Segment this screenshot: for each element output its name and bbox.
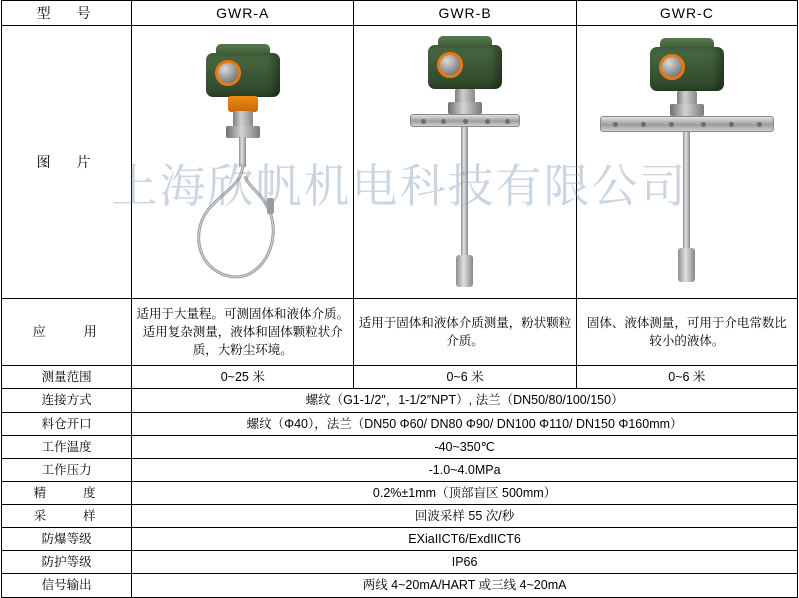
- transmitter-housing: [428, 45, 502, 89]
- value-operating-pressure: -1.0~4.0MPa: [132, 458, 798, 481]
- end-weight: [456, 255, 473, 287]
- flexible-cable: [183, 162, 303, 302]
- probe-neck: [233, 111, 253, 127]
- row-operating-pressure: [2, 458, 798, 481]
- row-silo-opening: [2, 412, 798, 435]
- gwr-a-illustration: [132, 26, 353, 298]
- value-connection-type: 螺纹（G1-1/2″，1-1/2″NPT）, 法兰（DN50/80/100/150）: [132, 389, 798, 412]
- display-window: [437, 52, 463, 78]
- flange-bolt-holes: [601, 117, 773, 130]
- probe-neck: [455, 89, 475, 103]
- value-protection-grade: IP66: [132, 551, 798, 574]
- measuring-rod: [461, 127, 468, 257]
- row-explosion-proof: [2, 528, 798, 551]
- application-gwr-a: 适用于大量程。可测固体和液体介质。适用复杂测量，液体和固体颗粒状介质，大粉尘环境。: [132, 299, 354, 366]
- device-image-gwr-b: [354, 26, 576, 299]
- value-signal-output: 两线 4~20mA/HART 或三线 4~20mA: [132, 574, 798, 597]
- specification-table: [1, 0, 798, 598]
- value-silo-opening: 螺纹（Φ40），法兰（DN50 Φ60/ DN80 Φ90/ DN100 Φ110/ DN150 Φ160mm）: [132, 412, 798, 435]
- row-label-explosion-proof: 防爆等级: [2, 528, 132, 551]
- company-watermark: 上海欣帆机电科技有限公司: [111, 159, 688, 213]
- model-gwr-c: GWR-C: [576, 1, 797, 26]
- orange-coupling: [228, 96, 258, 112]
- transmitter-housing: [206, 53, 280, 97]
- row-label-silo-opening: 料仓开口: [2, 412, 132, 435]
- row-label-connection-type: 连接方式: [2, 389, 132, 412]
- row-operating-temperature: [2, 435, 798, 458]
- application-gwr-b: 适用于固体和液体介质测量，粉状颗粒介质。: [354, 299, 576, 366]
- row-protection-grade: [2, 551, 798, 574]
- measuring-rod: [683, 132, 690, 250]
- transmitter-housing: [650, 47, 724, 91]
- display-window: [659, 54, 685, 80]
- row-connection-type: [2, 389, 798, 412]
- process-connection-nut: [448, 102, 482, 114]
- row-label-operating-pressure: 工作压力: [2, 458, 132, 481]
- application-row: [2, 299, 798, 366]
- value-sampling: 回波采样 55 次/秒: [132, 505, 798, 528]
- process-connection-nut: [670, 104, 704, 116]
- row-signal-output: [2, 574, 798, 597]
- value-operating-temperature: -40~350℃: [132, 435, 798, 458]
- row-label-operating-temperature: 工作温度: [2, 435, 132, 458]
- model-gwr-b: GWR-B: [354, 1, 576, 26]
- row-accuracy: [2, 481, 798, 504]
- probe-neck: [677, 91, 697, 105]
- measuring-range-gwr-a: 0~25 米: [132, 366, 354, 389]
- row-label-signal-output: 信号输出: [2, 574, 132, 597]
- row-measuring-range: [2, 366, 798, 389]
- row-label-application: 应 用: [2, 299, 132, 366]
- process-flange: [600, 116, 774, 132]
- measuring-range-gwr-b: 0~6 米: [354, 366, 576, 389]
- device-image-gwr-c: [576, 26, 797, 299]
- application-gwr-c: 固体、液体测量，可用于介电常数比较小的液体。: [576, 299, 797, 366]
- measuring-range-gwr-c: 0~6 米: [576, 366, 797, 389]
- process-flange: [410, 114, 520, 127]
- row-label-protection-grade: 防护等级: [2, 551, 132, 574]
- device-image-gwr-a: [132, 26, 354, 299]
- row-label-picture: 图 片: [2, 26, 132, 299]
- gwr-b-illustration: [354, 26, 575, 298]
- end-weight: [678, 248, 695, 282]
- row-label-sampling: 采 样: [2, 505, 132, 528]
- model-gwr-a: GWR-A: [132, 1, 354, 26]
- row-label-accuracy: 精 度: [2, 481, 132, 504]
- gwr-c-illustration: [577, 26, 797, 298]
- display-window: [215, 60, 241, 86]
- header-label-model: 型 号: [2, 1, 132, 26]
- row-sampling: [2, 505, 798, 528]
- table-header-row: [2, 1, 798, 26]
- row-label-measuring-range: 测量范围: [2, 366, 132, 389]
- value-explosion-proof: EXiaIICT6/ExdIICT6: [132, 528, 798, 551]
- value-accuracy: 0.2%±1mm（顶部盲区 500mm）: [132, 481, 798, 504]
- picture-row: [2, 26, 798, 299]
